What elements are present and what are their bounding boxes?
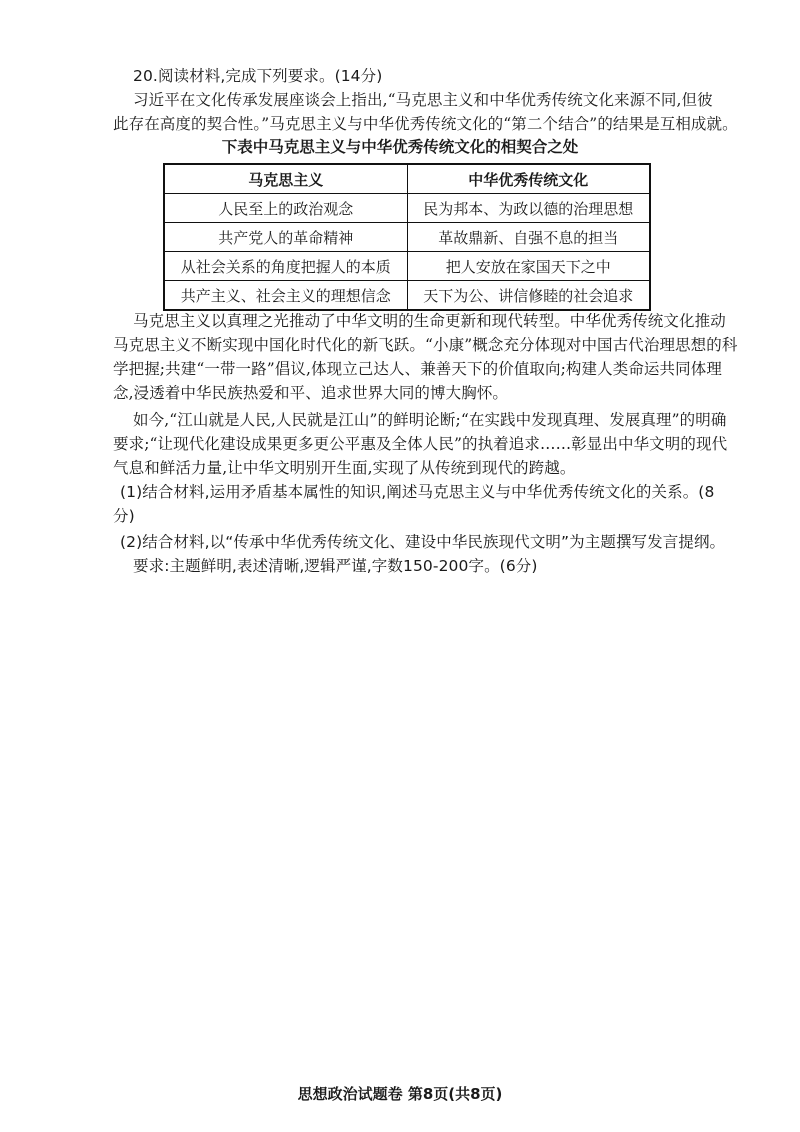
table-cell: 革故鼎新、自强不息的担当: [407, 223, 650, 252]
table-cell: 从社会关系的角度把握人的本质: [164, 252, 407, 281]
table-cell: 人民至上的政治观念: [164, 194, 407, 223]
sub-question-1-cont: 分): [113, 507, 135, 525]
table-row: [164, 223, 650, 252]
table-row: [164, 281, 650, 311]
paragraph-line: 习近平在文化传承发展座谈会上指出,“马克思主义和中华优秀传统文化来源不同,但彼: [133, 91, 713, 109]
table-cell: 把人安放在家国天下之中: [407, 252, 650, 281]
paragraph-line: 此存在高度的契合性。”马克思主义与中华优秀传统文化的“第二个结合”的结果是互相成就。: [113, 115, 738, 133]
comparison-table: [163, 163, 651, 311]
paragraph-line: 马克思主义不断实现中国化时代化的新飞跃。“小康”概念充分体现对中国古代治理思想的科: [113, 336, 738, 354]
paragraph-line: 气息和鲜活力量,让中华文明别开生面,实现了从传统到现代的跨越。: [113, 459, 576, 477]
question-title: 20.阅读材料,完成下列要求。(14分): [133, 67, 383, 85]
table-row: [164, 194, 650, 223]
sub-question-2-requirements: 要求:主题鲜明,表述清晰,逻辑严谨,字数150-200字。(6分): [133, 557, 538, 575]
table-cell: 共产党人的革命精神: [164, 223, 407, 252]
sub-question-1: (1)结合材料,运用矛盾基本属性的知识,阐述马克思主义与中华优秀传统文化的关系。(8: [120, 483, 715, 501]
sub-question-2: (2)结合材料,以“传承中华优秀传统文化、建设中华民族现代文明”为主题撰写发言提纲。: [120, 533, 726, 551]
page-footer: 思想政治试题卷 第8页(共8页): [297, 1085, 503, 1103]
paragraph-line: 马克思主义以真理之光推动了中华文明的生命更新和现代转型。中华优秀传统文化推动: [133, 312, 726, 330]
paragraph-line: 要求;“让现代化建设成果更多更公平惠及全体人民”的执着追求……彰显出中华文明的现代: [113, 435, 728, 453]
table-cell: 共产主义、社会主义的理想信念: [164, 281, 407, 311]
column-header: 马克思主义: [164, 164, 407, 194]
table-cell: 民为邦本、为政以德的治理思想: [407, 194, 650, 223]
paragraph-line: 学把握;共建“一带一路”倡议,体现立己达人、兼善天下的价值取向;构建人类命运共同体理: [113, 360, 722, 378]
table-caption: 下表中马克思主义与中华优秀传统文化的相契合之处: [221, 138, 579, 156]
paragraph-line: 如今,“江山就是人民,人民就是江山”的鲜明论断;“在实践中发现真理、发展真理”的明确: [133, 411, 727, 429]
table-cell: 天下为公、讲信修睦的社会追求: [407, 281, 650, 311]
paragraph-line: 念,浸透着中华民族热爱和平、追求世界大同的博大胸怀。: [113, 384, 509, 402]
table-header-row: [164, 164, 650, 194]
table-row: [164, 252, 650, 281]
column-header: 中华优秀传统文化: [407, 164, 650, 194]
